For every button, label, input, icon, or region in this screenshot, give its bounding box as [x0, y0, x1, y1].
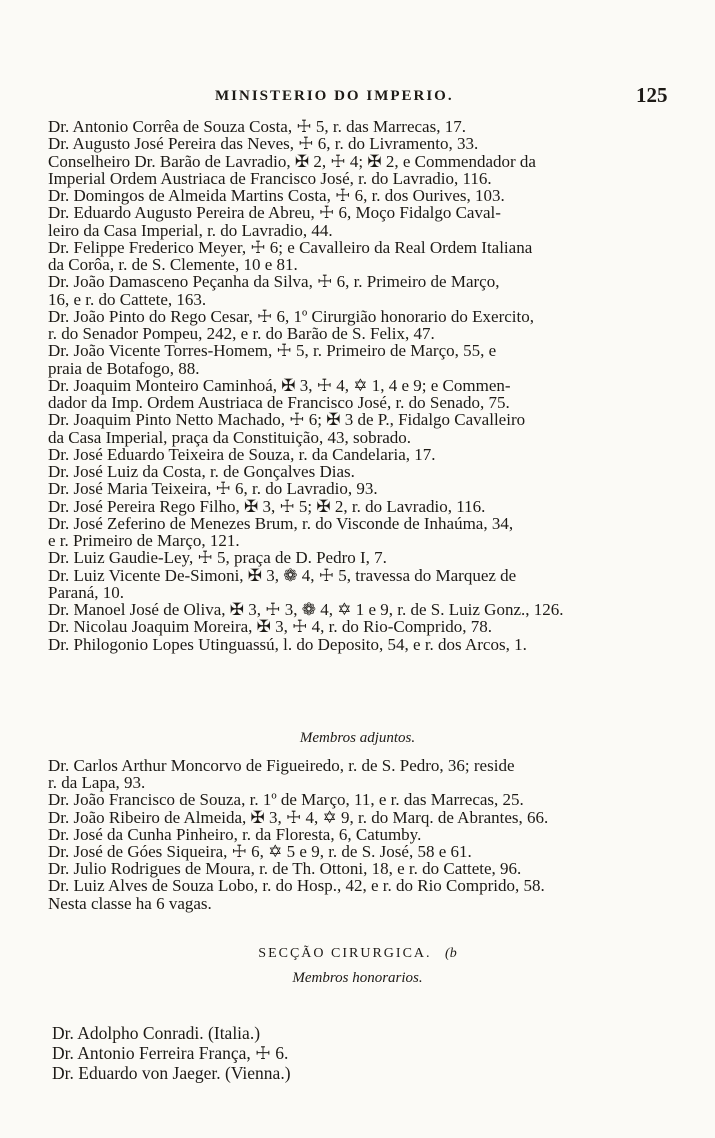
list-item — [48, 204, 682, 239]
list-item — [48, 480, 682, 497]
entry-line: Dr. João Damasceno Peçanha da Silva, ☩ 6, r. Primeiro de Março, — [48, 272, 500, 292]
list-item — [48, 791, 682, 808]
entry-line: Dr. José Zeferino de Menezes Brum, r. do Visconde de Inhaúma, 34, — [48, 513, 514, 533]
list-item — [52, 1043, 686, 1063]
entry-line: Dr. José Maria Teixeira, ☩ 6, r. do Lavradio, 93. — [48, 479, 378, 499]
list-item — [48, 411, 682, 446]
section-heading-text: SECÇÃO CIRURGICA. — [258, 946, 432, 961]
entry-line: Dr. João Francisco de Souza, r. 1º de Março, 11, e r. das Marrecas, 25. — [48, 790, 524, 810]
list-item — [48, 187, 682, 204]
honorarios-member-list — [52, 1023, 686, 1083]
entry-line: Dr. Julio Rodrigues de Moura, r. de Th. Ottoni, 18, e r. do Cattete, 96. — [48, 859, 522, 879]
list-item — [48, 239, 682, 274]
list-item — [48, 809, 682, 826]
list-item — [48, 757, 682, 791]
entry-line: leiro da Casa Imperial, r. do Lavradio, 44. — [48, 220, 333, 240]
honorarios-heading: Membros honorarios. — [292, 970, 423, 986]
list-item — [48, 895, 682, 912]
entry-line: Dr. Nicolau Joaquim Moreira, ✠ 3, ☩ 4, r. do Rio-Comprido, 78. — [48, 617, 493, 637]
section-note: (b — [445, 946, 457, 961]
list-item — [48, 860, 682, 877]
adjuntos-member-list — [48, 757, 682, 912]
list-item — [48, 843, 682, 860]
entry-line: Dr. Eduardo von Jaeger. (Vienna.) — [52, 1063, 291, 1083]
entry-line: Dr. Adolpho Conradi. (Italia.) — [52, 1023, 261, 1043]
list-item — [48, 308, 682, 343]
entry-line: Dr. Luiz Alves de Souza Lobo, r. do Hosp., 42, e r. do Rio Comprido, 58. — [48, 876, 545, 896]
entry-line: Imperial Ordem Austriaca de Francisco José, r. do Lavradio, 116. — [48, 168, 492, 188]
list-item — [48, 153, 682, 188]
list-item — [48, 567, 682, 602]
entry-line: r. do Senador Pompeu, 242, e r. do Barão de S. Felix, 47. — [48, 324, 435, 343]
entry-line: Dr. Joaquim Pinto Netto Machado, ☩ 6; ✠ 3 de P., Fidalgo Cavalleiro — [48, 410, 526, 430]
entry-line: r. da Lapa, 93. — [48, 773, 146, 793]
entry-line: Dr. Eduardo Augusto Pereira de Abreu, ☩ 6, Moço Fidalgo Caval- — [48, 203, 501, 223]
entry-line: Dr. José Pereira Rego Filho, ✠ 3, ☩ 5; ✠ 2, r. do Lavradio, 116. — [48, 496, 486, 516]
entry-line: 16, e r. do Cattete, 163. — [48, 289, 207, 309]
entry-line: e r. Primeiro de Março, 121. — [48, 531, 240, 550]
list-item — [48, 601, 682, 618]
list-item — [48, 498, 682, 515]
entry-line: Dr. José Luiz da Costa, r. de Gonçalves Dias. — [48, 462, 355, 481]
entry-line: Dr. Joaquim Monteiro Caminhoá, ✠ 3, ☩ 4, ✡ 1, 4 e 9; e Commen- — [48, 375, 511, 395]
entry-line: Dr. João Ribeiro de Almeida, ✠ 3, ☩ 4, ✡ 9, r. do Marq. de Abrantes, 66. — [48, 807, 549, 827]
list-item — [48, 549, 682, 566]
entry-line: dador da Imp. Ordem Austriaca de Francisco José, r. do Senado, 75. — [48, 393, 510, 412]
page-number: 125 — [636, 83, 668, 107]
entry-line: Nesta classe ha 6 vagas. — [48, 893, 212, 913]
list-item — [52, 1063, 686, 1083]
entry-line: Dr. Philogonio Lopes Utinguassú, l. do Deposito, 54, e r. dos Arcos, 1. — [48, 634, 527, 654]
entry-line: Paraná, 10. — [48, 582, 125, 602]
entry-line: Conselheiro Dr. Barão de Lavradio, ✠ 2, ☩ 4; ✠ 2, e Commendador da — [48, 151, 536, 171]
entry-line: da Casa Imperial, praça da Constituição, 43, sobrado. — [48, 427, 412, 447]
page-title: MINISTERIO DO IMPERIO. — [215, 88, 454, 104]
list-item — [48, 446, 682, 463]
entry-line: Dr. Antonio Corrêa de Souza Costa, ☩ 5, r. das Marrecas, 17. — [48, 117, 466, 136]
entry-line: Dr. Manoel José de Oliva, ✠ 3, ☩ 3, ❁ 4, ✡ 1 e 9, r. de S. Luiz Gonz., 126. — [48, 600, 564, 619]
list-item — [48, 118, 682, 135]
entry-line: Dr. José da Cunha Pinheiro, r. da Floresta, 6, Catumby. — [48, 824, 422, 844]
list-item — [48, 877, 682, 894]
entry-line: Dr. Luiz Vicente De-Simoni, ✠ 3, ❁ 4, ☩ 5, travessa do Marquez de — [48, 565, 517, 585]
list-item — [52, 1023, 686, 1043]
list-item — [48, 273, 682, 308]
entry-line: Dr. Antonio Ferreira França, ☩ 6. — [52, 1043, 289, 1063]
entry-line: Dr. Augusto José Pereira das Neves, ☩ 6, r. do Livramento, 33. — [48, 134, 479, 154]
section-heading — [0, 946, 715, 962]
list-item — [48, 618, 682, 635]
entry-line: praia de Botafogo, 88. — [48, 358, 200, 378]
entry-line: Dr. Luiz Gaudie-Ley, ☩ 5, praça de D. Pedro I, 7. — [48, 548, 387, 568]
entry-line: Dr. João Vicente Torres-Homem, ☩ 5, r. Primeiro de Março, 55, e — [48, 341, 497, 361]
entry-line: Dr. José de Góes Siqueira, ☩ 6, ✡ 5 e 9, r. de S. José, 58 e 61. — [48, 842, 472, 862]
main-member-list — [48, 118, 682, 653]
list-item — [48, 515, 682, 550]
list-item — [48, 826, 682, 843]
entry-line: Dr. João Pinto do Rego Cesar, ☩ 6, 1º Cirurgião honorario do Exercito, — [48, 306, 535, 326]
entry-line: Dr. Domingos de Almeida Martins Costa, ☩ 6, r. dos Ourives, 103. — [48, 186, 505, 205]
entry-line: Dr. Felippe Frederico Meyer, ☩ 6; e Cavalleiro da Real Ordem Italiana — [48, 237, 533, 257]
list-item — [48, 636, 682, 653]
list-item — [48, 135, 682, 152]
adjuntos-heading: Membros adjuntos. — [299, 730, 416, 746]
list-item — [48, 342, 682, 377]
entry-line: Dr. Carlos Arthur Moncorvo de Figueiredo, r. de S. Pedro, 36; reside — [48, 756, 515, 775]
entry-line: Dr. José Eduardo Teixeira de Souza, r. da Candelaria, 17. — [48, 444, 436, 464]
list-item — [48, 463, 682, 480]
entry-line: da Corôa, r. de S. Clemente, 10 e 81. — [48, 255, 298, 274]
running-header — [0, 83, 715, 112]
list-item — [48, 377, 682, 412]
